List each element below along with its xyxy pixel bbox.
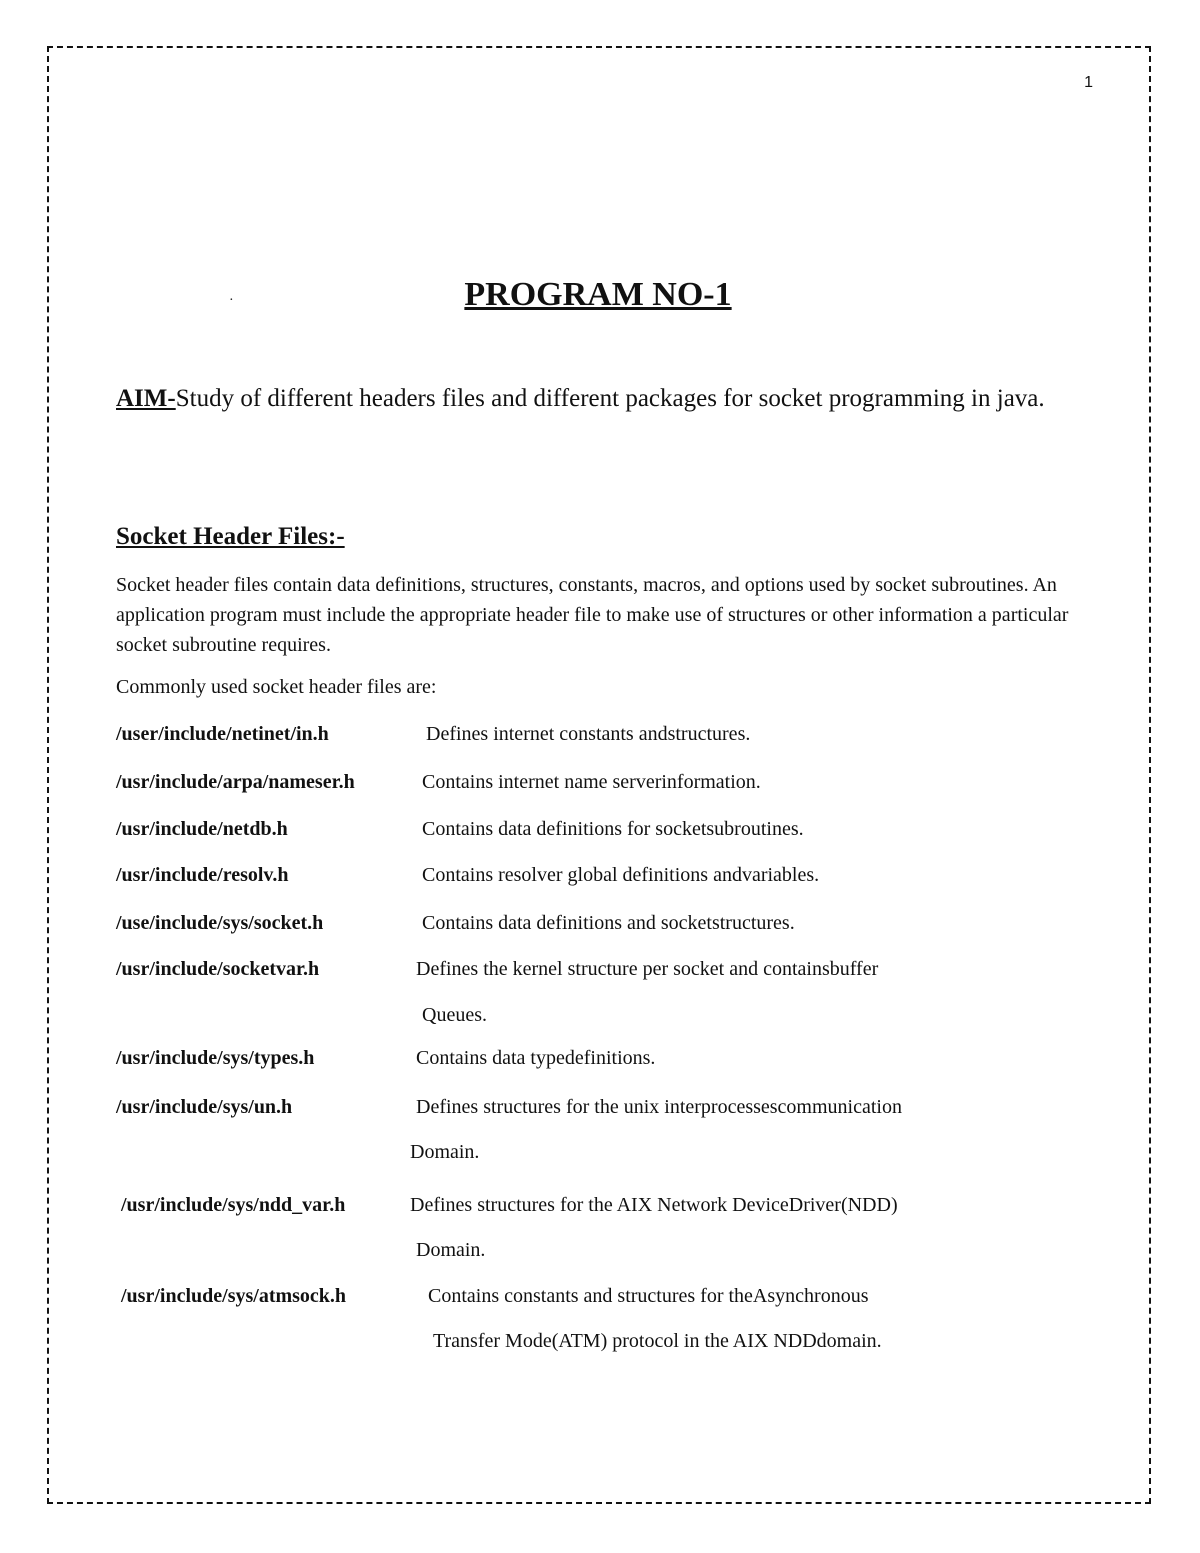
header-path: /usr/include/arpa/nameser.h xyxy=(116,771,355,793)
header-path: /usr/include/sys/un.h xyxy=(116,1096,293,1118)
header-description-continued: Domain. xyxy=(416,1239,486,1261)
page-number: 1 xyxy=(1084,74,1093,91)
aim-label: AIM- xyxy=(116,385,176,412)
intro-paragraph: Socket header files contain data definitions, structures, constants, macros, and options used by socket subroutines. An application program must include the appropriate header file to make use of structures or other information a particular socket subroutine requires. xyxy=(116,574,1069,656)
header-path: /usr/include/socketvar.h xyxy=(116,958,320,980)
header-description: Contains constants and structures for theAsynchronous xyxy=(428,1285,869,1307)
section-heading: Socket Header Files:- xyxy=(116,523,345,550)
header-path: /user/include/netinet/in.h xyxy=(116,723,329,745)
stray-mark: · xyxy=(229,293,234,308)
header-description: Defines structures for the unix interprocessescommunication xyxy=(416,1096,902,1118)
header-description: Contains data typedefinitions. xyxy=(416,1047,656,1069)
header-description: Contains resolver global definitions andvariables. xyxy=(422,864,820,886)
program-title: PROGRAM NO-1 xyxy=(464,276,732,313)
header-path: /usr/include/sys/ndd_var.h xyxy=(121,1194,346,1216)
header-description: Contains data definitions and socketstructures. xyxy=(422,912,795,934)
header-description: Defines internet constants andstructures. xyxy=(426,723,751,745)
header-description-continued: Queues. xyxy=(422,1004,487,1026)
aim-text: Study of different headers files and different packages for socket programming in java. xyxy=(175,385,1045,412)
header-description: Defines the kernel structure per socket and containsbuffer xyxy=(416,958,879,980)
header-path: /usr/include/sys/types.h xyxy=(116,1047,315,1069)
header-path: /use/include/sys/socket.h xyxy=(116,912,324,934)
header-description-continued: Transfer Mode(ATM) protocol in the AIX NDDdomain. xyxy=(433,1330,882,1352)
header-path: /usr/include/netdb.h xyxy=(116,818,288,840)
header-description: Defines structures for the AIX Network DeviceDriver(NDD) xyxy=(410,1194,898,1216)
header-description: Contains internet name serverinformation. xyxy=(422,771,761,793)
aim-paragraph xyxy=(116,382,1096,416)
header-path: /usr/include/sys/atmsock.h xyxy=(121,1285,347,1307)
header-description-continued: Domain. xyxy=(410,1141,480,1163)
common-headers-label: Commonly used socket header files are: xyxy=(116,676,437,698)
header-description: Contains data definitions for socketsubroutines. xyxy=(422,818,804,840)
header-path: /usr/include/resolv.h xyxy=(116,864,289,886)
